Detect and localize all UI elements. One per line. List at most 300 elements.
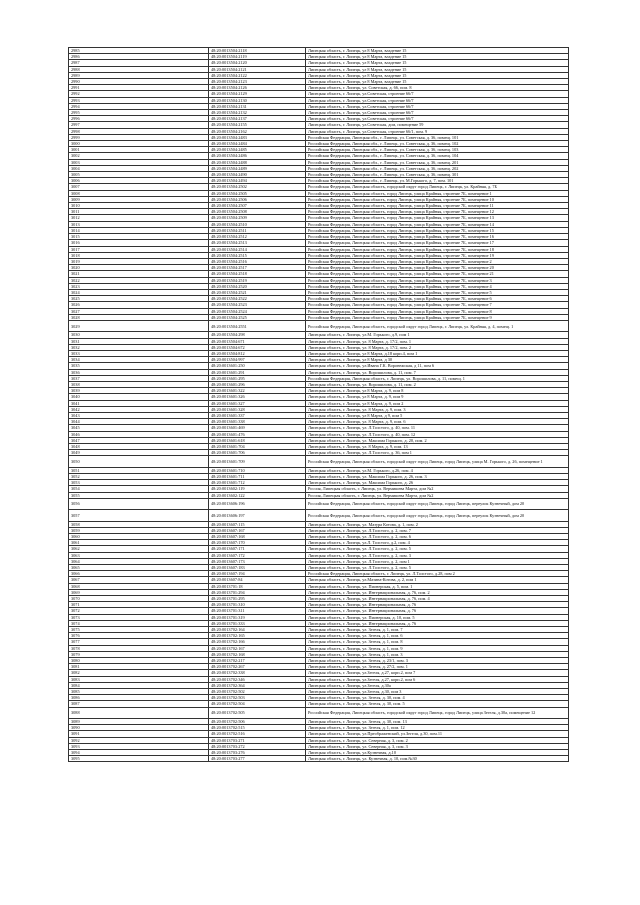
row-number-cell: 3083: [69, 676, 209, 682]
address-cell: Липецкая область, г. Липецк, ул.Советская, строение 66/7: [306, 91, 569, 97]
address-cell: Россия, Липецкая область, г. Липецк, ул. Вермишева Марта, дом №2: [306, 486, 569, 492]
row-number-cell: 2990: [69, 79, 209, 85]
cadastral-number-cell: 48:20:0013702:364: [209, 682, 306, 688]
cadastral-number-cell: 48:20:0013601:337: [209, 412, 306, 418]
cadastral-number-cell: 48:20:0013504:2485: [209, 147, 306, 153]
address-cell: Российская Федерация, Липецкая область, городской округ город Липецк, г. Липецк, ул. Крайняя, д. 7Б: [306, 184, 569, 190]
row-number-cell: 2989: [69, 72, 209, 78]
cadastral-number-cell: 48:20:0013701:319: [209, 614, 306, 620]
address-cell: Российская Федерация, Липецкая область, город Липецк, улица Крайняя, строение 7Б, помещение 10: [306, 196, 569, 202]
cadastral-number-cell: 48:20:0013702:506: [209, 719, 306, 725]
row-number-cell: 3009: [69, 196, 209, 202]
address-cell: Липецкая область, г. Липецк, ул. Зегеля, д. 30, пом. 13: [306, 719, 569, 725]
row-number-cell: 3037: [69, 375, 209, 381]
row-number-cell: 3072: [69, 608, 209, 614]
address-cell: Российская Федерация, Липецкая область, город Липецк, улица Крайняя, строение 7Б, помещение 19: [306, 252, 569, 258]
address-cell: Липецкая область, г. Липецк, ул. Интернациональная, д. 76, пом. 2: [306, 589, 569, 595]
cadastral-number-cell: 48:20:0013504:2505: [209, 190, 306, 196]
cadastral-number-cell: 48:20:0013601:328: [209, 406, 306, 412]
row-number-cell: 3015: [69, 234, 209, 240]
row-number-cell: 3021: [69, 271, 209, 277]
cadastral-number-cell: 48:20:0013702:168: [209, 651, 306, 657]
cadastral-number-cell: 48:20:0013504:2507: [209, 203, 306, 209]
table-row: [69, 456, 569, 467]
row-number-cell: 2992: [69, 91, 209, 97]
row-number-cell: 3001: [69, 147, 209, 153]
cadastral-number-cell: 48:20:0013504:2510: [209, 221, 306, 227]
cadastral-number-cell: 48:20:0013504:2506: [209, 196, 306, 202]
row-number-cell: 3073: [69, 614, 209, 620]
row-number-cell: 3020: [69, 265, 209, 271]
table-row: [69, 756, 569, 762]
address-cell: Липецкая область, г. Липецк, ул 8 Марта, д 9, пом 5: [306, 412, 569, 418]
row-number-cell: 3051: [69, 467, 209, 473]
row-number-cell: 3080: [69, 658, 209, 664]
cadastral-number-cell: 48:20:0013504:2121: [209, 66, 306, 72]
address-cell: Липецкая область, г. Липецк, ул. Интернациональная, д. 76, пом. 4: [306, 596, 569, 602]
cadastral-number-cell: 48:20:0013504:2511: [209, 227, 306, 233]
row-number-cell: 3070: [69, 596, 209, 602]
cadastral-number-cell: 48:20:0013607:173: [209, 558, 306, 564]
address-cell: Российская Федерация, Липецкая область, город Липецк, улица Крайняя, строение 7Б, помещение 13: [306, 215, 569, 221]
row-number-cell: 3075: [69, 627, 209, 633]
address-cell: Российская Федерация, Липецкая область, городской округ город Липецк, город Липецк, переулок Кузнечный, дом 20: [306, 498, 569, 509]
address-cell: Российская Федерация, Липецкая область, городской округ город Липецк, город Липецк, переулок Кузнечный, дом 20: [306, 510, 569, 521]
cadastral-number-cell: 48:20:0013504:2490: [209, 172, 306, 178]
address-cell: Липецкая область, г. Липецк, ул. Л.Толстого, д. 2, пом 1: [306, 558, 569, 564]
address-cell: Липецкая область, г. Липецк, ул. Мазура Котова, д. 1, пом. 2: [306, 521, 569, 527]
row-number-cell: 3014: [69, 227, 209, 233]
cadastral-number-cell: 48:20:0013504:671: [209, 338, 306, 344]
address-cell: Российская Федерация, Липецкая обл., г. Липецк, ул. Советская, д. 36, помещ. 301: [306, 172, 569, 178]
cadastral-number-cell: 48:20:0013504:2130: [209, 97, 306, 103]
address-cell: Российская Федерация, Липецкая область, город Липецк, улица Крайняя, строение 7Б, помещение 9: [306, 314, 569, 320]
address-cell: Липецкая область, г. Липецк, ул. Советская, д. 66, пом. 8: [306, 85, 569, 91]
address-cell: Липецкая область, г. Липецк, ул.Преображенский, ул.Зегеля, д.30, пом.11: [306, 731, 569, 737]
row-number-cell: 3013: [69, 221, 209, 227]
cadastral-number-cell: 48:20:0013602:122: [209, 492, 306, 498]
cadastral-number-cell: 48:20:0013504:672: [209, 344, 306, 350]
address-cell: Российская Федерация, Липецкая область, город Липецк, улица Крайняя, строение 7Б, помещение 12: [306, 209, 569, 215]
cadastral-number-cell: 48:20:0013601:710: [209, 467, 306, 473]
cadastral-number-cell: 48:20:0013601:322: [209, 388, 306, 394]
address-cell: Липецкая область, г. Липецк, ул. Зегеля, д. 23/1, пом. 3: [306, 658, 569, 664]
row-number-cell: 3050: [69, 456, 209, 467]
row-number-cell: 3081: [69, 664, 209, 670]
address-cell: Российская Федерация, Липецкая область, город Липецк, улица Крайняя, строение 7Б, помещение 16: [306, 234, 569, 240]
row-number-cell: 3010: [69, 203, 209, 209]
cadastral-number-cell: 48:20:0013703:272: [209, 743, 306, 749]
address-cell: Липецкая область, г. Липецк, ул. Ворошилова, д. 11, пом. 7: [306, 369, 569, 375]
cadastral-number-cell: 48:20:0013504:812: [209, 350, 306, 356]
address-cell: Липецкая область, г. Липецк, ул.Советская, строение 66/7: [306, 116, 569, 122]
cadastral-number-cell: 48:20:0013601:709: [209, 456, 306, 467]
row-number-cell: 3008: [69, 190, 209, 196]
cadastral-number-cell: 48:20:0013607:170: [209, 540, 306, 546]
row-number-cell: 3052: [69, 473, 209, 479]
address-cell: Российская Федерация, Липецкая обл., г. Липецк, ул. Советская, д. 36, помещ. 101: [306, 134, 569, 140]
row-number-cell: 2998: [69, 128, 209, 134]
address-cell: Липецкая область, г. Липецк, ул. Зегеля, д. 1, пом. 3: [306, 651, 569, 657]
row-number-cell: 3034: [69, 357, 209, 363]
row-number-cell: 3062: [69, 546, 209, 552]
cadastral-number-cell: 48:20:0013504:2515: [209, 252, 306, 258]
address-cell: Липецкая область, г. Липецк, ул.Зегеля, д.30а: [306, 682, 569, 688]
cadastral-number-cell: 48:20:0013702:515: [209, 725, 306, 731]
address-cell: Липецкая область, г. Липецк, ул. Интернациональная, д. 76: [306, 602, 569, 608]
cadastral-number-cell: 48:20:0013606:196: [209, 498, 306, 509]
row-number-cell: 3017: [69, 246, 209, 252]
cadastral-number-cell: 48:20:0013601:706: [209, 450, 306, 456]
address-cell: Липецкая область, г. Липецк, ул.Советская, дом, помещение 59: [306, 122, 569, 128]
address-cell: Липецкая область, г. Липецк, ул. Зегеля, д. 1, пом. 7: [306, 627, 569, 633]
cadastral-number-cell: 48:20:0013504:2162: [209, 128, 306, 134]
address-cell: Липецкая область, г. Липецк, ул. Зегеля, д. 1, пом. 8: [306, 639, 569, 645]
address-cell: Липецкая область, г. Липецк, ул.М. Горького, д.26, пом. 4: [306, 467, 569, 473]
address-cell: Российская Федерация, Липецкая область, г. Липецк, ул. Л.Толстого, д.28, пом 2: [306, 571, 569, 577]
address-cell: Липецкая область, г. Липецк, ул. 8 Марта, д. 17/2, пом. 2: [306, 344, 569, 350]
address-cell: Липецкая область, г. Липецк, ул. Ворошилова, д. 11, пом. 2: [306, 381, 569, 387]
cadastral-number-cell: 48:20:0013702:346: [209, 676, 306, 682]
row-number-cell: 3048: [69, 443, 209, 449]
row-number-cell: 3007: [69, 184, 209, 190]
cadastral-number-cell: 48:20:0013702:516: [209, 731, 306, 737]
table-row: [69, 510, 569, 521]
row-number-cell: 3076: [69, 633, 209, 639]
row-number-cell: 3068: [69, 583, 209, 589]
cadastral-number-cell: 48:20:0013702:217: [209, 658, 306, 664]
address-cell: Липецкая область, г. Липецк, ул.Ивана Г.К. Воронежская, д 11, пом 6: [306, 363, 569, 369]
row-number-cell: 3091: [69, 731, 209, 737]
cadastral-number-cell: 48:20:0013504:2494: [209, 178, 306, 184]
row-number-cell: 3094: [69, 750, 209, 756]
address-cell: Липецкая область, г. Липецк, ул.Мазина-Котова, д. 2, пом 1: [306, 577, 569, 583]
address-cell: Липецкая область, г. Липецк, ул. Северная, д. 3, пом. 3: [306, 743, 569, 749]
address-cell: Российская Федерация, Липецкая область, город Липецк, улица Крайняя, строение 7Б, помещение 20: [306, 265, 569, 271]
address-cell: Липецкая область, г. Липецк, ул. Зегеля, д. 27/2, пом. 1: [306, 664, 569, 670]
row-number-cell: 3077: [69, 639, 209, 645]
cadastral-number-cell: 48:20:0013601:476: [209, 431, 306, 437]
address-cell: Российская Федерация, Липецкая область, город Липецк, улица Крайняя, строение 7Б, помещение 5: [306, 289, 569, 295]
cadastral-number-cell: 48:20:0013602:119: [209, 486, 306, 492]
row-number-cell: 3046: [69, 431, 209, 437]
cadastral-number-cell: 48:20:0013607:183: [209, 565, 306, 571]
row-number-cell: 3074: [69, 620, 209, 626]
address-cell: Российская Федерация, Липецкая обл., г. Липецк, ул. М.Горького, д. 7, пом. 101: [306, 178, 569, 184]
row-number-cell: 3027: [69, 308, 209, 314]
cadastral-number-cell: 48:20:0013504:2132: [209, 110, 306, 116]
cadastral-number-cell: 48:20:0013701:311: [209, 608, 306, 614]
row-number-cell: 3088: [69, 707, 209, 718]
row-number-cell: 3069: [69, 589, 209, 595]
cadastral-number-cell: 48:20:0013504:2519: [209, 277, 306, 283]
address-cell: Российская Федерация, Липецкая область, город Липецк, улица Крайняя, строение 7Б, помещение 18: [306, 246, 569, 252]
cadastral-number-cell: 48:20:0013601:326: [209, 394, 306, 400]
address-cell: Российская Федерация, Липецкая область, город Липецк, улица Крайняя, строение 7Б, помещение 4: [306, 283, 569, 289]
row-number-cell: 2988: [69, 66, 209, 72]
cadastral-number-cell: 48:20:0013504:2155: [209, 122, 306, 128]
address-cell: Липецкая область, г. Липецк, ул 8 Марта, д. 9, пом 9: [306, 394, 569, 400]
cadastral-number-cell: 48:20:0013601:704: [209, 443, 306, 449]
address-cell: Липецкая область, г. Липецк, ул. Максима Горького, д. 26, пом. 3: [306, 473, 569, 479]
address-cell: Российская Федерация, Липецкая область, город Липецк, улица Крайняя, строение 7Б, помещение 3: [306, 277, 569, 283]
address-cell: Российская Федерация, Липецкая область, городской округ город Липецк, город Липецк, улица Зегеля, д.30а, помещение 12: [306, 707, 569, 718]
cadastral-number-cell: 48:20:0013601:295: [209, 375, 306, 381]
address-cell: Российская Федерация, Липецкая область, городской округ город Липецк, город Липецк, улица М. Горького, д. 26, помещение 1: [306, 456, 569, 467]
row-number-cell: 3067: [69, 577, 209, 583]
cadastral-number-cell: 48:20:0013702:167: [209, 645, 306, 651]
cadastral-number-cell: 48:20:0013504:2122: [209, 72, 306, 78]
address-cell: Липецкая область, г. Липецк, ул 8 Марта, владение 15: [306, 72, 569, 78]
cadastral-number-cell: 48:20:0013701:295: [209, 596, 306, 602]
address-cell: Россия, Липецкая область, г. Липецк, ул. Вермишева Марта, дом №2: [306, 492, 569, 498]
cadastral-number-cell: 48:20:0013601:327: [209, 400, 306, 406]
row-number-cell: 3065: [69, 565, 209, 571]
address-cell: Российская Федерация, Липецкая обл., г. Липецк, ул. Советская, д. 36, помещ. 104: [306, 153, 569, 159]
row-number-cell: 3057: [69, 510, 209, 521]
cadastral-number-cell: 48:20:0013504:2509: [209, 215, 306, 221]
row-number-cell: 3006: [69, 178, 209, 184]
cadastral-number-cell: 48:20:0013606:197: [209, 510, 306, 521]
row-number-cell: 3030: [69, 332, 209, 338]
address-cell: Российская Федерация, Липецкая область, город Липецк, улица Крайняя, строение 7Б, помещение 15: [306, 227, 569, 233]
row-number-cell: 3093: [69, 743, 209, 749]
cadastral-number-cell: 48:20:0013504:2516: [209, 258, 306, 264]
address-cell: Российская Федерация, Липецкая область, город Липецк, улица Крайняя, строение 7Б, помещение 7: [306, 302, 569, 308]
row-number-cell: 3038: [69, 381, 209, 387]
cadastral-number-cell: 48:20:0013504:2488: [209, 159, 306, 165]
address-cell: Липецкая область, г. Липецк, ул.Зегеля, д.30, пом 3: [306, 689, 569, 695]
row-number-cell: 3019: [69, 258, 209, 264]
cadastral-number-cell: 48:20:0013504:2525: [209, 314, 306, 320]
row-number-cell: 3035: [69, 363, 209, 369]
row-number-cell: 3049: [69, 450, 209, 456]
address-cell: Российская Федерация, Липецкая область, городской округ город Липецк, г. Липецк, ул. Крайняя, д. 4, помещ. 1: [306, 320, 569, 331]
address-cell: Российская Федерация, Липецкая область, г. Липецк, ул. Ворошилова, д. 11, помещ. 1: [306, 375, 569, 381]
row-number-cell: 3078: [69, 645, 209, 651]
cadastral-number-cell: 48:20:0013601:296: [209, 381, 306, 387]
cadastral-number-cell: 48:20:0013702:338: [209, 670, 306, 676]
address-cell: Липецкая область, г. Липецк, ул 8 Марта, владение 15: [306, 66, 569, 72]
cadastral-number-cell: 48:20:0013504:2524: [209, 308, 306, 314]
address-cell: Липецкая область, г. Липецк, ул. Л.Толстого, д. 40, пом. 11: [306, 425, 569, 431]
cadastral-number-cell: 48:20:0013504:2523: [209, 302, 306, 308]
address-cell: Липецкая область, г. Липецк, ул. Л.Толстого, д. 2, пом. 7: [306, 527, 569, 533]
row-number-cell: 3033: [69, 350, 209, 356]
row-number-cell: 3087: [69, 701, 209, 707]
cadastral-number-cell: 48:20:0013504:2120: [209, 60, 306, 66]
cadastral-number-cell: 48:20:0013504:2123: [209, 79, 306, 85]
cadastral-number-cell: 48:20:0013504:2512: [209, 234, 306, 240]
cadastral-number-cell: 48:20:0013504:2514: [209, 246, 306, 252]
cadastral-number-cell: 48:20:0013504:2486: [209, 153, 306, 159]
cadastral-number-cell: 48:20:0013702:503: [209, 695, 306, 701]
cadastral-number-cell: 48:20:0013601:250: [209, 363, 306, 369]
address-cell: Российская Федерация, Липецкая область, город Липецк, улица Крайняя, строение 7Б, помещение 14: [306, 221, 569, 227]
row-number-cell: 3031: [69, 338, 209, 344]
address-cell: Липецкая область, г. Липецк, ул. Л.Толстого, д. 2, пом. 6: [306, 533, 569, 539]
cadastral-number-cell: 48:20:0013607:167: [209, 527, 306, 533]
cadastral-number-cell: 48:20:0013504:2484: [209, 141, 306, 147]
row-number-cell: 3032: [69, 344, 209, 350]
row-number-cell: 3086: [69, 695, 209, 701]
address-cell: Липецкая область, г. Липецк, ул 8 Марта, д 30: [306, 357, 569, 363]
address-cell: Липецкая область, г. Липецк, ул.Зегеля, д.27, корп.2, пом 6: [306, 676, 569, 682]
row-number-cell: 3056: [69, 498, 209, 509]
cadastral-number-cell: 48:20:0013504:2137: [209, 116, 306, 122]
registry-table-body: [69, 48, 569, 762]
address-cell: Липецкая область, г. Липецк, ул. Максима Горького, д. 26: [306, 480, 569, 486]
row-number-cell: 3004: [69, 165, 209, 171]
cadastral-number-cell: 48:20:0013702:165: [209, 633, 306, 639]
cadastral-number-cell: 48:20:0013601:291: [209, 369, 306, 375]
address-cell: Российская Федерация, Липецкая область, город Липецк, улица Крайняя, строение 7Б, помещение 8: [306, 308, 569, 314]
address-cell: Липецкая область, г. Липецк, ул. Интернациональная, д. 76: [306, 608, 569, 614]
address-cell: Липецкая область, г. Липецк, ул 8 Марта, д. 9, пом 2: [306, 400, 569, 406]
cadastral-number-cell: 48:20:0013504:2502: [209, 184, 306, 190]
row-number-cell: 2997: [69, 122, 209, 128]
row-number-cell: 3026: [69, 302, 209, 308]
address-cell: Липецкая область, г. Липецк, ул 8 Марта, д. 9, пом 8: [306, 388, 569, 394]
cadastral-number-cell: 48:20:0013504:2551: [209, 320, 306, 331]
cadastral-number-cell: 48:20:0013504:298: [209, 332, 306, 338]
row-number-cell: 3084: [69, 682, 209, 688]
cadastral-number-cell: 48:20:0013504:997: [209, 357, 306, 363]
row-number-cell: 3041: [69, 400, 209, 406]
row-number-cell: 3029: [69, 320, 209, 331]
cadastral-number-cell: 48:20:0013607:171: [209, 546, 306, 552]
address-cell: Липецкая область, г. Липецк, ул. Л.Толстого, д. 2, пом. 5: [306, 565, 569, 571]
row-number-cell: 2993: [69, 97, 209, 103]
cadastral-number-cell: 48:20:0013701:294: [209, 589, 306, 595]
row-number-cell: 3011: [69, 209, 209, 215]
address-cell: Липецкая область, г. Липецк, ул. Максима Горького, д. 20, пом. 2: [306, 437, 569, 443]
row-number-cell: 3003: [69, 159, 209, 165]
address-cell: Липецкая область, г. Липецк, ул.Советская, строение 66/7: [306, 110, 569, 116]
cadastral-number-cell: 48:20:0013601:711: [209, 473, 306, 479]
row-number-cell: 3028: [69, 314, 209, 320]
address-cell: Российская Федерация, Липецкая обл., г. Липецк, ул. Советская, д. 36, помещ. 202: [306, 165, 569, 171]
row-number-cell: 2996: [69, 116, 209, 122]
cadastral-number-cell: 48:20:0013504:2517: [209, 265, 306, 271]
row-number-cell: 3045: [69, 425, 209, 431]
address-cell: Российская Федерация, Липецкая область, город Липецк, улица Крайняя, строение 7Б, помещение 2: [306, 258, 569, 264]
row-number-cell: 3090: [69, 725, 209, 731]
cadastral-number-cell: 48:20:0013504:2518: [209, 271, 306, 277]
cadastral-number-cell: 48:20:0013702:164: [209, 627, 306, 633]
row-number-cell: 3039: [69, 388, 209, 394]
row-number-cell: 3082: [69, 670, 209, 676]
address-cell: Липецкая область, г. Липецк, ул.Л. Толстого, д.2, пом. 4: [306, 540, 569, 546]
address-cell: Липецкая область, г. Липецк, ул 8 Марта, владение 15: [306, 48, 569, 54]
address-cell: Российская Федерация, Липецкая область, город Липецк, улица Крайняя, строение 7Б, помещение 6: [306, 296, 569, 302]
row-number-cell: 3066: [69, 571, 209, 577]
row-number-cell: 3095: [69, 756, 209, 762]
row-number-cell: 3047: [69, 437, 209, 443]
address-cell: Липецкая область, г. Липецк, ул 8 Марта, д.18 корп.4, пом 1: [306, 350, 569, 356]
address-cell: Липецкая область, г. Липецк, ул. Зегеля, д. 1, пом. 12: [306, 725, 569, 731]
row-number-cell: 2994: [69, 103, 209, 109]
table-row: [69, 320, 569, 331]
row-number-cell: 3060: [69, 533, 209, 539]
address-cell: Российская Федерация, Липецкая область, город Липецк, улица Крайняя, строение 7Б, помещение 17: [306, 240, 569, 246]
row-number-cell: 3002: [69, 153, 209, 159]
cadastral-number-cell: 48:20:0013504:2118: [209, 48, 306, 54]
row-number-cell: 2995: [69, 110, 209, 116]
row-number-cell: 3000: [69, 141, 209, 147]
cadastral-number-cell: 48:20:0013607:194: [209, 571, 306, 577]
cadastral-number-cell: 48:20:0013702:267: [209, 664, 306, 670]
row-number-cell: 3064: [69, 558, 209, 564]
address-cell: Липецкая область, г. Липецк, ул. Зегеля, д. 30, пом. 5: [306, 701, 569, 707]
address-cell: Липецкая область, г. Липецк, ул. 8 Марта, д. 9, пом. 6: [306, 419, 569, 425]
cadastral-number-cell: 48:20:0013703:276: [209, 750, 306, 756]
cadastral-number-cell: 48:20:0013607:172: [209, 552, 306, 558]
cadastral-number-cell: 48:20:0013504:2508: [209, 209, 306, 215]
registry-table: [68, 47, 569, 762]
row-number-cell: 3044: [69, 419, 209, 425]
address-cell: Липецкая область, г. Липецк, ул. Пионерская, д. 10, пом. 5: [306, 614, 569, 620]
row-number-cell: 2991: [69, 85, 209, 91]
row-number-cell: 3040: [69, 394, 209, 400]
row-number-cell: 3071: [69, 602, 209, 608]
cadastral-number-cell: 48:20:0013702:502: [209, 689, 306, 695]
row-number-cell: 3055: [69, 492, 209, 498]
address-cell: Липецкая область, г. Липецк, ул. Л.Толстого, д. 2, пом. 5: [306, 546, 569, 552]
address-cell: Липецкая область, г. Липецк, ул. 8 Марта, д. 9, пом. 3: [306, 406, 569, 412]
address-cell: Липецкая область, г. Липецк, ул. Интернациональная, д. 76: [306, 620, 569, 626]
row-number-cell: 3053: [69, 480, 209, 486]
row-number-cell: 3016: [69, 240, 209, 246]
address-cell: Липецкая область, г. Липецк, ул. 8 Марта, д. 17/2, пом. 1: [306, 338, 569, 344]
cadastral-number-cell: 48:20:0013601:712: [209, 480, 306, 486]
address-cell: Российская Федерация, Липецкая обл., г. Липецк, ул. Советская, д. 36, помещ. 103: [306, 147, 569, 153]
address-cell: Липецкая область, г. Липецк, ул.М. Горького, д.9, пом 1: [306, 332, 569, 338]
address-cell: Российская Федерация, Липецкая область, город Липецк, улица Крайняя, строение 7Б, помещение 21: [306, 271, 569, 277]
table-row: [69, 498, 569, 509]
address-cell: Липецкая область, г. Липецк, ул. Л.Толстого, д. 36, пом 1: [306, 450, 569, 456]
cadastral-number-cell: 48:20:0013504:2129: [209, 91, 306, 97]
cadastral-number-cell: 48:20:0013601:469: [209, 425, 306, 431]
cadastral-number-cell: 48:20:0013702:504: [209, 701, 306, 707]
cadastral-number-cell: 48:20:0013504:2521: [209, 289, 306, 295]
row-number-cell: 3059: [69, 527, 209, 533]
row-number-cell: 2986: [69, 54, 209, 60]
address-cell: Липецкая область, г. Липецк, ул.Советская, строение 66/1, пом. 9: [306, 128, 569, 134]
address-cell: Липецкая область, г. Липецк, ул 8 Марта, владение 15: [306, 54, 569, 60]
address-cell: Российская Федерация, Липецкая область, город Липецк, улица Крайняя, строение 7Б, помещение 11: [306, 203, 569, 209]
row-number-cell: 3022: [69, 277, 209, 283]
row-number-cell: 3054: [69, 486, 209, 492]
address-cell: Липецкая область, г. Липецк, ул. Кузнечная, д. 10, пом.№30: [306, 756, 569, 762]
row-number-cell: 2999: [69, 134, 209, 140]
address-cell: Российская Федерация, Липецкая область, город Липецк, улица Крайняя, строение 7Б, помещение 1: [306, 190, 569, 196]
cadastral-number-cell: 48:20:0013504:2513: [209, 240, 306, 246]
cadastral-number-cell: 48:20:0013607:115: [209, 521, 306, 527]
row-number-cell: 3089: [69, 719, 209, 725]
address-cell: Липецкая область, г. Липецк, ул 8 Марта, владение 15: [306, 60, 569, 66]
cadastral-number-cell: 48:20:0013703:277: [209, 756, 306, 762]
cadastral-number-cell: 48:20:0013504:2522: [209, 296, 306, 302]
address-cell: Липецкая область, г. Липецк, ул. Л.Толстого, д. 40, пом. 12: [306, 431, 569, 437]
cadastral-number-cell: 48:20:0013601:338: [209, 419, 306, 425]
row-number-cell: 3085: [69, 689, 209, 695]
cadastral-number-cell: 48:20:0013701:18: [209, 583, 306, 589]
address-cell: Российская Федерация, Липецкая обл., г. Липецк, ул. Советская, д. 36, помещ. 201: [306, 159, 569, 165]
row-number-cell: 3036: [69, 369, 209, 375]
row-number-cell: 2987: [69, 60, 209, 66]
address-cell: Липецкая область, г. Липецк, ул.Кузнечная, д.10: [306, 750, 569, 756]
